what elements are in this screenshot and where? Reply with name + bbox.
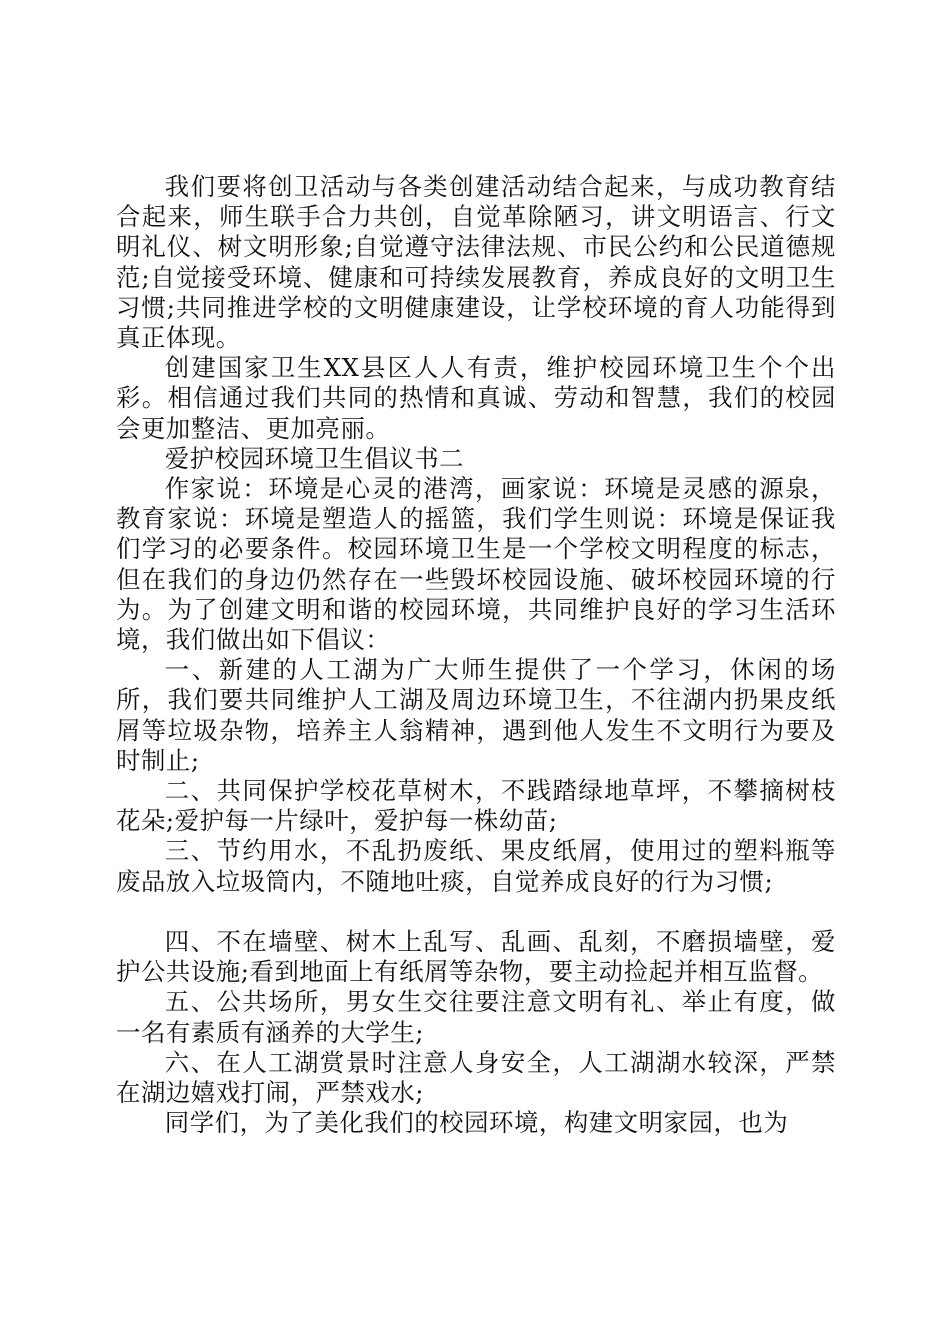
paragraph-closing: 同学们，为了美化我们的校园环境，构建文明家园，也为 xyxy=(164,1108,789,1138)
proposal-item-4: 四、不在墙壁、树木上乱写、乱画、乱刻，不磨损墙壁，爱护公共设施;看到地面上有纸屑等杂物，要主动捡起并相互监督。 xyxy=(116,927,836,987)
proposal-item-2: 二、共同保护学校花草树木，不践踏绿地草坪，不攀摘树枝花朵;爱护每一片绿叶，爱护每一株幼苗; xyxy=(116,776,836,836)
paragraph-intro: 我们要将创卫活动与各类创建活动结合起来，与成功教育结合起来，师生联手合力共创，自觉革除陋习，讲文明语言、行文明礼仪、树文明形象;自觉遵守法律法规、市民公约和公民道德规范;自觉接受环境、健康和可持续发展教育，养成良好的文明卫生习惯;共同推进学校的文明健康建设，让学校环境的育人功能得到真正体现。 xyxy=(116,172,836,353)
proposal-item-1: 一、新建的人工湖为广大师生提供了一个学习，休闲的场所，我们要共同维护人工湖及周边环境卫生，不往湖内扔果皮纸屑等垃圾杂物，培养主人翁精神，遇到他人发生不文明行为要及时制止; xyxy=(116,655,836,775)
section-heading: 爱护校园环境卫生倡议书二 xyxy=(164,443,465,473)
proposal-item-3: 三、节约用水，不乱扔废纸、果皮纸屑，使用过的塑料瓶等废品放入垃圾筒内，不随地吐痰，自觉养成良好的行为习惯; xyxy=(116,836,836,896)
paragraph-responsibility: 创建国家卫生XX县区人人有责，维护校园环境卫生个个出彩。相信通过我们共同的热情和真诚、劳动和智慧，我们的校园会更加整洁、更加亮丽。 xyxy=(116,353,836,443)
document-body xyxy=(116,172,836,1138)
proposal-item-6: 六、在人工湖赏景时注意人身安全，人工湖湖水较深，严禁在湖边嬉戏打闹，严禁戏水; xyxy=(116,1047,836,1108)
proposal-item-5: 五、公共场所，男女生交往要注意文明有礼、举止有度，做一名有素质有涵养的大学生; xyxy=(116,987,836,1047)
paragraph-environment: 作家说：环境是心灵的港湾，画家说：环境是灵感的源泉，教育家说：环境是塑造人的摇篮，我们学生则说：环境是保证我们学习的必要条件。校园环境卫生是一个学校文明程度的标志，但在我们的身边仍然存在一些毁坏校园设施、破坏校园环境的行为。为了创建文明和谐的校园环境，共同维护良好的学习生活环境，我们做出如下倡议： xyxy=(116,474,836,655)
blank-line xyxy=(116,897,836,927)
